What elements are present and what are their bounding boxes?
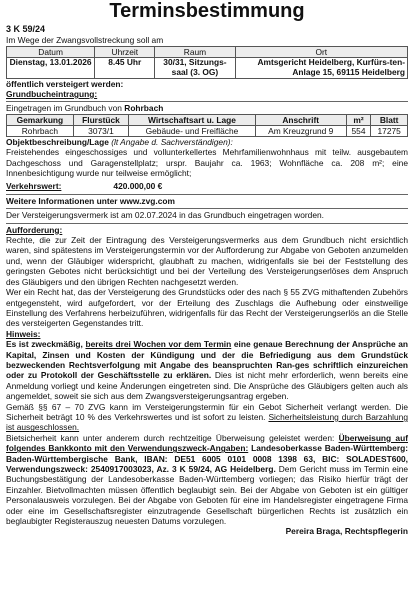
vermerk-text: Der Versteigerungsvermerk ist am 02.07.2024 in das Grundbuch eingetragen worden. — [6, 210, 324, 221]
cell-m2: 554 — [346, 125, 371, 136]
cell-datum: Dienstag, 13.01.2026 — [7, 58, 95, 78]
header-ort: Ort — [235, 47, 407, 58]
objekt-text: Freistehendes eingeschossiges und vollunterkellertes Mehrfamilienwohnhaus mit teilw. ausgebautem Dachgeschoss und Garagenstellplatz; urspr. Baujahr ca. 1963; Wohnfläche ca. 208 m²; eine Innenbesichtigung wurde nur teilweise ermöglicht; — [6, 147, 408, 179]
aufforderung-paragraph-2: Wer ein Recht hat, das der Versteigerung des Grundstücks oder des nach § 55 ZVG mithaftenden Zubehörs entgegensteht, wird aufgefordert, vor der Erteilung des Zuschlags die Aufhebung oder einstweilige Einstellung des Verfahrens herbeizuführen, widrigenfalls für das Recht der Versteigerungserlös an die Stelle des versteigerten Gegenstandes tritt. — [6, 287, 408, 329]
cell-anschrift: Am Kreuzgrund 9 — [255, 125, 346, 136]
grundbucheintragung-heading: Grundbucheintragung: — [6, 89, 98, 99]
document-page — [6, 0, 408, 537]
sicherheit-paragraph — [6, 402, 408, 433]
grundbuch-ort: Rohrbach — [124, 103, 164, 114]
header-datum: Datum — [7, 47, 95, 58]
verkehrswert-value: 420.000,00 € — [113, 181, 163, 192]
header-uhrzeit: Uhrzeit — [95, 47, 155, 58]
objekt-label: Objektbeschreibung/Lage — [6, 136, 109, 147]
termin-table — [6, 46, 408, 78]
weitere-info: Weitere Informationen unter www.zvg.com — [6, 195, 175, 206]
divider — [6, 208, 408, 209]
hinweis-paragraph — [6, 339, 408, 401]
bietsicherheit-text-2: Dem Gericht muss im Termin eine Buchungsbestätigung der Landesoberkasse Baden-Württemberg vorliegen; das Risiko hierfür trägt der Einzahler. Bietvollmachten müssen öffentlich beglaubigt sein. Bei der Abgabe von Geboten ist ein gültiger Personalausweis vorzulegen. Bei der Abgabe von Geboten für eine im Handelsregister eingetragene Firma oder eine im Gesellschaftsregister einzutragende Gesellschaft bürgerlichen Rechts ist zusätzlich ein beglaubigter Registerauszug neuesten Datums vorzulegen. — [6, 464, 409, 527]
cell-raum: 30/31, Sitzungs-saal (3. OG) — [155, 58, 235, 78]
header-flurstueck: Flurstück — [73, 114, 128, 125]
termin-table-row — [7, 58, 408, 78]
cell-blatt: 17275 — [371, 125, 408, 136]
cell-ort: Amtsgericht Heidelberg, Kurfürs-ten-Anlage 15, 69115 Heidelberg — [235, 58, 407, 78]
header-anschrift: Anschrift — [255, 114, 346, 125]
header-m2: m² — [346, 114, 371, 125]
grundstueck-table-header — [7, 114, 408, 125]
sicherheit-text: Gemäß §§ 67 – 70 ZVG kann im Versteigerungstermin für ein Gebot Sicherheit verlangt werden. Die Sicherheit beträgt 10 % des Verkehrswertes und ist sofort zu leisten. — [6, 401, 408, 422]
hinweis-bold-1: Es ist zweckmäßig, — [6, 339, 86, 350]
divider — [6, 194, 408, 195]
cell-gemarkung: Rohrbach — [7, 125, 74, 136]
verkehrswert-label: Verkehrswert: — [6, 181, 62, 192]
grundstueck-table-row — [7, 125, 408, 136]
bietsicherheit-paragraph — [6, 433, 408, 527]
hinweis-bold-2: eine genaue Berechnung der Ansprüche an Kapital, Zinsen und Kosten der Kündigung und der die Befriedigung aus dem Grundstück bezweckenden Rechtsverfolgung mit Angabe des beanspruchten Ran-ges schriftlich einzureichen oder zu Protokoll der Geschäftsstelle zu erklären. — [6, 339, 408, 381]
bietsicherheit-text-1: Bietsicherheit kann unter anderem durch rechtzeitige Überweisung geleistet werden: — [6, 432, 339, 443]
grundbuch-line — [6, 103, 408, 113]
divider — [6, 223, 408, 224]
intro-text: Im Wege der Zwangsvollstreckung soll am — [6, 35, 164, 45]
objekt-heading — [6, 137, 408, 147]
aufforderung-paragraph-1: Rechte, die zur Zeit der Eintragung des Versteigerungsvermerks aus dem Grundbuch nicht ersichtlich waren, sind spätestens im Versteigerungstermin vor der Aufforderung zur Abgabe von Geboten anzumelden und, wenn der Gläubiger widerspricht, glaubhaft zu machen, widrigenfalls sie bei der Feststellung des geringsten Gebotes nicht berücksichtigt und bei der Verteilung des Versteigerungserlöses dem Anspruch des Gläubigers und den übrigen Rechten nachgesetzt werden. — [6, 235, 408, 287]
header-gemarkung: Gemarkung — [7, 114, 74, 125]
divider — [6, 101, 408, 102]
hinweis-text: Dies ist nicht mehr erforderlich, wenn bereits eine Anmeldung vorliegt und keine Änderungen eingetreten sind. Die Ansprüche des Gläubigers gelten auch als angemeldet, soweit sie sich aus dem Zwangsversteigerungsantrag ergeben. — [6, 370, 408, 402]
versteigert-heading: öffentlich versteigert werden: — [6, 78, 124, 89]
cell-uhrzeit: 8.45 Uhr — [95, 58, 155, 78]
header-raum: Raum — [155, 47, 235, 58]
signature: Pereira Braga, Rechtspflegerin — [285, 526, 408, 537]
grundstueck-table — [6, 114, 408, 137]
hinweis-heading: Hinweis: — [6, 328, 41, 339]
objekt-note: (lt Angabe d. Sachverständigen): — [111, 136, 233, 147]
aufforderung-heading: Aufforderung: — [6, 224, 63, 235]
page-title: Terminsbestimmung — [109, 0, 305, 22]
cell-wirtschaftsart: Gebäude- und Freifläche — [129, 125, 256, 136]
hinweis-bold-underlined: bereits drei Wochen vor dem Termin — [85, 339, 232, 350]
header-wirtschaftsart: Wirtschaftsart u. Lage — [129, 114, 256, 125]
bankverbindung: Landesoberkasse Baden-Württemberg: Baden-Württembergische Bank, IBAN: DE51 6005 0101 0008 1398 63, BIC: SOLADEST600, Verwendungszweck: 2540917003023, Az. 3 K 59/24, AG Heidelberg. — [6, 443, 408, 474]
verkehrswert-line — [6, 181, 408, 191]
grundbuch-prefix: Eingetragen im Grundbuch von — [6, 103, 122, 114]
termin-table-header — [7, 47, 408, 58]
header-blatt: Blatt — [371, 114, 408, 125]
cell-flurstueck: 3073/1 — [73, 125, 128, 136]
aktenzeichen: 3 K 59/24 — [6, 24, 46, 34]
bietsicherheit-bold-underlined: Überweisung auf folgendes Bankkonto mit den Verwendungszweck-Angaben: — [6, 432, 408, 454]
sicherheit-underlined: Sicherheitsleistung durch Barzahlung ist ausgeschlossen. — [6, 411, 408, 433]
